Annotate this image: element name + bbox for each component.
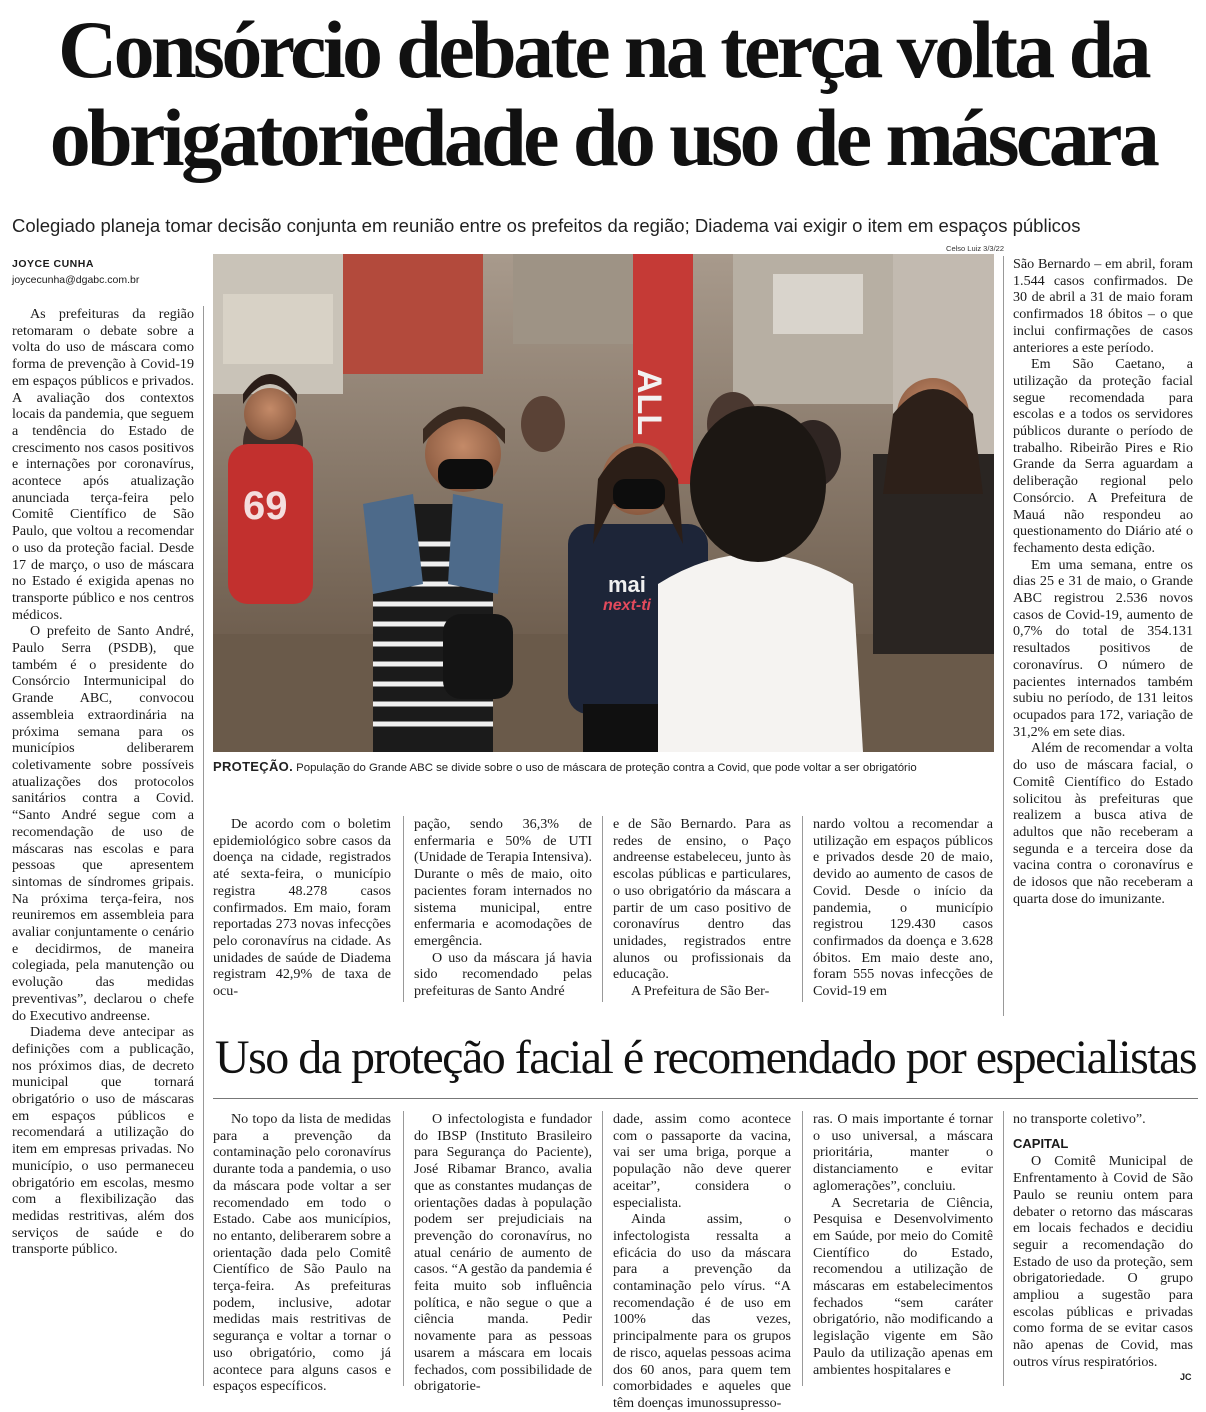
paragraph: O prefeito de Santo André, Paulo Serra (PSDB), que também é o presidente do Consórcio Intermunicipal do Grande ABC, convocou assembleia extraordinária na próxima semana para os municípios deliberarem coletivamente sobre possíveis atualizações dos protocolos sanitários contra a Covid. “Santo André segue com a recomendação de uso de máscaras nas escolas e para pessoas que apresentem sintomas de síndromes gripais. Na próxima terça-feira, nos reuniremos em assembleia para avaliar conjuntamente o cenário e decidirmos, de maneira colegiada, pela manutenção ou evolução das medidas preventivas”, declarou o chefe do Executivo andreense. [12,623,194,1024]
face-mask [438,459,493,489]
section-divider [213,1098,1198,1099]
paragraph: Em uma semana, entre os dias 25 e 31 de maio, o Grande ABC registrou 2.536 novos casos de Covid-19, aumento de 0,7% do total de 354.131 resultados positivos de coronavírus. O número de pacientes internados também subiu no período, de 131 leitos ocupados para 172, variação de 31,2% em sete dias. [1013,556,1193,740]
article1-column-3 [414,816,592,1000]
paragraph: O Comitê Municipal de Enfrentamento à Covid de São Paulo se reuniu ontem para debater o retorno das máscaras em locais fechados e decidiu seguir a recomendação do Estado de uso da proteção, sem obrigatoriedade. O grupo ampliou a sugestão para escolas públicas e privadas como forma de se evitar casos não apenas de Covid, mas outros vírus respiratórios. [1013,1153,1193,1370]
store-sign: ALL [630,369,668,436]
article2-column-3 [613,1111,791,1412]
news-photo [213,254,994,752]
person-white-shirt [658,554,863,752]
main-headline [10,6,1196,182]
shirt-text-1: mai [608,572,646,597]
shirt-text-2: next-ti [603,597,651,614]
column-divider [403,1111,404,1386]
paragraph: O uso da máscara já havia sido recomendado pelas prefeituras de Santo André [414,949,592,1000]
article2-column-1 [213,1111,391,1395]
paragraph: Além de recomendar a volta do uso de máscara facial, o Comitê Científico do Estado solicitou às prefeituras que realizem a busca ativa de adultos que não receberam a segunda e a terceira dose da vacina contra o coronavírus e de idosos que não receberam a quarta dose do imunizante. [1013,740,1193,907]
photo-caption [213,759,994,776]
column-divider [203,306,204,1386]
paragraph: e de São Bernardo. Para as redes de ensino, o Paço andreense estabeleceu, junto às escolas públicas e particulares, o uso obrigatório da máscara a partir de um caso positivo de coronavírus dentro das unidades, registrados entre alunos ou profissionais da educação. [613,816,791,983]
street-crowd-illustration [213,254,994,752]
author-initials: JC [1180,1372,1192,1382]
jersey-number: 69 [243,484,288,528]
article1-column-6 [1013,256,1193,907]
headline-line-1: Consórcio debate na terça volta da [57,4,1149,95]
article1-column-5 [813,816,993,1000]
photo-credit: Celso Luiz 3/3/22 [946,244,1004,253]
caption-label: PROTEÇÃO. [213,759,293,774]
byline-author: JOYCE CUNHA [12,258,94,270]
article1-column-4 [613,816,791,1000]
column-divider [1003,256,1004,1016]
article2-column-4 [813,1111,993,1378]
secondary-headline: Uso da proteção facial é recomendado por especialistas [214,1031,1197,1084]
paragraph: Em São Caetano, a utilização da proteção facial segue recomendada para escolas e a todos os servidores públicos durante o período de trabalho. Ribeirão Pires e Rio Grande da Serra aguardam a deliberação regional pelo Consórcio. A Prefeitura de Mauá não respondeu ao questionamento do Diário até o fechamento desta edição. [1013,356,1193,556]
paragraph: São Bernardo – em abril, foram 1.544 casos confirmados. De 30 de abril a 31 de maio foram confirmados 18 óbitos – o que inclui confirmações de casos anteriores a este período. [1013,256,1193,356]
paragraph: No topo da lista de medidas para a prevenção da contaminação pelo coronavírus durante toda a pandemia, o uso da máscara pode voltar a ser recomendado em todo o Estado. Cabe aos municípios, no entanto, deliberarem sobre a orientação dada pelo Comitê Científico de São Paulo na terça-feira. As prefeituras podem, inclusive, adotar medidas mais restritivas de segurança e voltar a tornar o uso obrigatório, como já acontece para alguns casos e espaços específicos. [213,1111,391,1395]
subheadline-deck: Colegiado planeja tomar decisão conjunta em reunião entre os prefeitos da região; Diadema vai exigir o item em espaços públicos [12,215,1081,236]
paragraph: ras. O mais importante é tornar o uso universal, a máscara prioritária, manter o distanciamento e evitar aglomerações”, concluiu. [813,1111,993,1194]
column-divider [602,816,603,1002]
denim-vest [363,494,423,594]
column-divider [602,1111,603,1386]
paragraph: dade, assim como acontece com o passaporte da vacina, vai ser uma briga, porque a população não deve querer aceitar”, considera o especialista. [613,1111,791,1211]
paragraph: pação, sendo 36,3% de enfermaria e 50% de UTI (Unidade de Terapia Intensiva). Durante o mês de maio, oito pacientes foram internados no sistema municipal, entre enfermaria e acomodações de emergência. [414,816,592,949]
article1-column-1 [12,306,194,1258]
byline-email: joycecunha@dgabc.com.br [12,274,140,286]
column-divider [403,816,404,1002]
column-divider [802,816,803,1002]
byline [12,258,202,286]
paragraph: De acordo com o boletim epidemiológico sobre casos da doença na cidade, registrados até sexta-feira, o município registra 48.278 casos confirmados. Em maio, foram reportadas 273 novas infecções pelo coronavírus na cidade. As unidades de saúde de Diadema registram 42,9% de taxa de ocu- [213,816,391,1000]
article2-column-2 [414,1111,592,1395]
paragraph: O infectologista e fundador do IBSP (Instituto Brasileiro para Segurança do Paciente), José Ribamar Branco, avalia que as constantes mudanças de orientações dadas à população podem ser prejudiciais na prevenção do coronavírus, no atual cenário de aumento de casos. “A gestão da pandemia é feita muito sob influência política, e não segue o que a ciência manda. Pedir novamente para as pessoas usarem a máscara em locais fechados, com possibilidade de obrigatorie- [414,1111,592,1395]
headline-line-2: obrigatoriedade do uso de máscara [49,92,1157,183]
paragraph: nardo voltou a recomendar a utilização em espaços públicos e privados desde 20 de maio, devido ao aumento de casos de Covid. Desde o início da pandemia, o município registrou 129.430 casos confirmados da doença e 3.628 óbitos. Em maio deste ano, foram 555 novas infecções de Covid-19 em [813,816,993,1000]
paragraph: Ainda assim, o infectologista ressalta a eficácia do uso da máscara para a prevenção da contaminação pelo vírus. “A recomendação é de uso em 100% das vezes, principalmente para os grupos de risco, aquelas pessoas acima dos 60 anos, para quem tem comorbidades e aqueles que têm doenças imunossupresso- [613,1211,791,1411]
backpack [443,614,513,699]
paragraph: Diadema deve antecipar as definições com a publicação, nos próximos dias, de decreto municipal que tornará obrigatório o uso de máscaras em espaços públicos e recomendará a utilização do item em empresas privadas. No município, o uso permaneceu obrigatório em escolas, mesmo com a flexibilização das medidas restritivas, além dos serviços de saúde e do transporte público. [12,1024,194,1258]
paragraph: A Prefeitura de São Ber- [631,983,770,1000]
column-divider [1003,1111,1004,1386]
article1-column-2 [213,816,391,1000]
paragraph: no transporte coletivo”. [1013,1111,1146,1127]
section-heading-capital: CAPITAL [1013,1135,1069,1151]
article2-column-5 [1013,1111,1193,1371]
column-divider [802,1111,803,1386]
paragraph: A Secretaria de Ciência, Pesquisa e Desenvolvimento em Saúde, por meio do Comitê Científico do Estado, recomendou a utilização de máscaras em estabelecimentos fechados “sem caráter obrigatório, não modificando a legislação vigente em São Paulo da utilização apenas em ambientes hospitalares e [813,1194,993,1378]
caption-text: População do Grande ABC se divide sobre o uso de máscara de proteção contra a Covid, que pode voltar a ser obrigatório [296,762,917,774]
paragraph: As prefeituras da região retomaram o debate sobre a volta do uso de máscara como forma de prevenção à Covid-19 em espaços públicos e privados. A avaliação dos contextos locais da pandemia, que seguem a tendência do Estado de crescimento nos casos positivos e internações por coronavírus, acontece após atualização anunciada terça-feira pelo Comitê Científico de São Paulo, que voltou a recomendar o uso da proteção facial. Desde 17 de março, o uso de máscara no Estado é exigida apenas no transporte público e nos centros médicos. [12,306,194,623]
